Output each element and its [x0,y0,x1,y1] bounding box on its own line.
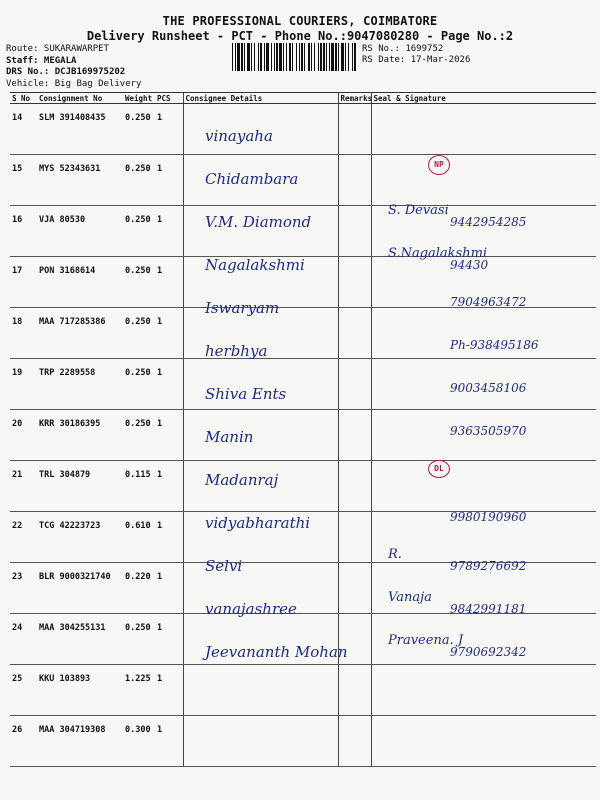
row-consignment: KKU 103893 [37,665,123,716]
row-remarks [338,104,371,155]
row-consignment: SLM 391408435 [37,104,123,155]
row-remarks [338,206,371,257]
handwritten-phone: 9442954285 [450,215,527,229]
route-label: Route: SUKARAWARPET [6,44,109,54]
row-sno: 19 [10,359,37,410]
row-weight: 0.220 [123,563,155,614]
handwritten-consignee-name: vidyabharathi [205,514,311,532]
row-pcs: 1 [155,257,183,308]
col-consignee: Consignee Details [183,93,338,104]
handwritten-consignee-name: herbhya [205,342,268,360]
row-sno: 22 [10,512,37,563]
handwritten-phone: 9789276692 [450,559,527,573]
row-sno: 20 [10,410,37,461]
row-weight: 0.250 [123,308,155,359]
handwritten-consignee-name: Iswaryam [205,299,280,317]
np-stamp: NP [428,155,450,175]
handwritten-phone: 9003458106 [450,381,527,395]
handwritten-consignee-name: Chidambara [205,170,299,188]
row-sno: 16 [10,206,37,257]
handwritten-signature: Praveena. J [388,633,464,648]
row-seal [371,155,596,206]
row-consignment: TRL 304879 [37,461,123,512]
handwritten-phone: 94430 [450,258,489,272]
row-consignment: MYS 52343631 [37,155,123,206]
handwritten-phone: 7904963472 [450,295,527,309]
row-sno: 14 [10,104,37,155]
row-seal [371,461,596,512]
header-left-block [6,44,141,90]
row-sno: 18 [10,308,37,359]
row-sno: 23 [10,563,37,614]
col-seal: Seal & Signature [371,93,596,104]
row-consignment: KRR 30186395 [37,410,123,461]
row-weight: 0.250 [123,104,155,155]
row-weight: 0.250 [123,155,155,206]
staff-label: Staff: MEGALA [6,55,77,66]
row-sno: 17 [10,257,37,308]
company-title: THE PROFESSIONAL COURIERS, COIMBATORE [162,14,438,28]
row-pcs: 1 [155,155,183,206]
rs-date: RS Date: 17-Mar-2026 [362,55,471,65]
row-weight: 0.250 [123,206,155,257]
handwritten-consignee-name: V.M. Diamond [205,213,312,231]
handwritten-signature: Vanaja [388,590,432,605]
row-remarks [338,308,371,359]
row-consignee [183,665,338,716]
handwritten-phone: Ph-938495186 [450,338,539,352]
table-row [10,155,596,206]
row-weight: 1.225 [123,665,155,716]
table-row [10,104,596,155]
row-pcs: 1 [155,665,183,716]
row-sno: 15 [10,155,37,206]
col-consignment: Consignment No [37,93,123,104]
row-weight: 0.300 [123,716,155,767]
col-sno: S No [10,93,37,104]
row-consignment: VJA 80530 [37,206,123,257]
row-consignee [183,716,338,767]
row-pcs: 1 [155,716,183,767]
row-consignment: MAA 304255131 [37,614,123,665]
row-consignment: MAA 717285386 [37,308,123,359]
runsheet-subtitle: Delivery Runsheet - PCT - Phone No.:9047080280 - Page No.:2 [86,29,514,43]
row-remarks [338,257,371,308]
row-weight: 0.115 [123,461,155,512]
handwritten-consignee-name: Manin [205,428,254,446]
handwritten-phone: 9842991181 [450,602,527,616]
col-pcs: PCS [155,93,183,104]
row-consignment: TCG 42223723 [37,512,123,563]
handwritten-signature: S.Nagalakshmi [388,246,488,261]
row-pcs: 1 [155,104,183,155]
col-remarks: Remarks [338,93,371,104]
row-consignment: PON 3168614 [37,257,123,308]
row-remarks [338,665,371,716]
table-row [10,665,596,716]
row-pcs: 1 [155,512,183,563]
row-pcs: 1 [155,308,183,359]
col-weight: Weight [123,93,155,104]
row-seal [371,104,596,155]
rs-number: RS No.: 1699752 [362,44,444,54]
handwritten-consignee-name: Shiva Ents [205,385,287,403]
table-row [10,716,596,767]
drs-number: DRS No.: DCJB169975202 [6,67,126,77]
handwritten-phone: 9363505970 [450,424,527,438]
handwritten-consignee-name: vinayaha [205,127,273,145]
row-pcs: 1 [155,359,183,410]
row-weight: 0.250 [123,257,155,308]
row-consignment: TRP 2289558 [37,359,123,410]
row-remarks [338,563,371,614]
handwritten-consignee-name: Selvi [205,557,243,575]
row-remarks [338,155,371,206]
row-weight: 0.250 [123,359,155,410]
row-remarks [338,512,371,563]
row-consignment: MAA 304719308 [37,716,123,767]
handwritten-phone: 9980190960 [450,510,527,524]
dl-stamp: DL [428,460,450,478]
row-weight: 0.250 [123,410,155,461]
row-remarks [338,461,371,512]
barcode-image [232,43,356,71]
row-remarks [338,716,371,767]
header-right-block [362,44,470,66]
table-row [10,461,596,512]
row-remarks [338,410,371,461]
row-weight: 0.610 [123,512,155,563]
row-sno: 26 [10,716,37,767]
handwritten-signature: S. Devasi [388,203,449,218]
row-seal [371,716,596,767]
handwritten-consignee-name: vanajashree [205,600,297,618]
row-remarks [338,359,371,410]
row-pcs: 1 [155,614,183,665]
vehicle-label: Vehicle: Big Bag Delivery [6,78,142,89]
handwritten-signature: R. [388,547,402,562]
table-header-row [10,93,596,104]
handwritten-phone: 9790692342 [450,645,527,659]
row-weight: 0.250 [123,614,155,665]
row-sno: 25 [10,665,37,716]
handwritten-consignee-name: Madanraj [205,471,279,489]
row-seal [371,665,596,716]
row-consignment: BLR 9000321740 [37,563,123,614]
row-pcs: 1 [155,410,183,461]
row-pcs: 1 [155,461,183,512]
row-sno: 24 [10,614,37,665]
row-pcs: 1 [155,206,183,257]
row-pcs: 1 [155,563,183,614]
row-sno: 21 [10,461,37,512]
handwritten-consignee-name: Jeevananth Mohan [205,643,348,661]
handwritten-consignee-name: Nagalakshmi [205,256,305,274]
